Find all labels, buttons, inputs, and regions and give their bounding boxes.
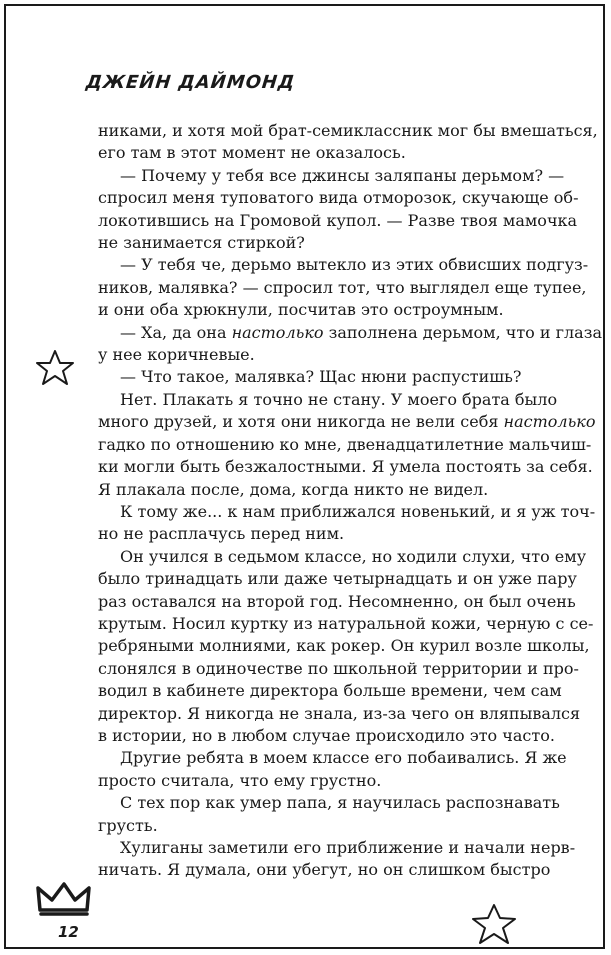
text-line: директор. Я никогда не знала, из-за чего он вляпывался	[98, 703, 581, 723]
text-line: ничать. Я думала, они убегут, но он слишком быстро	[98, 860, 551, 880]
text-line: ки могли быть безжалостными. Я умела постоять за себя.	[98, 457, 593, 477]
text-line: крутым. Носил куртку из натуральной кожи, черную с се-	[98, 613, 594, 633]
text-line: гадко по отношению ко мне, двенадцатилетние мальчиш-	[98, 434, 592, 454]
body-text	[98, 120, 602, 882]
text-line: в истории, но в любом случае происходило это часто.	[98, 725, 555, 745]
text-line: ребряными молниями, как рокер. Он курил возле школы,	[98, 636, 590, 656]
text-line: — Почему у тебя все джинсы заляпаны дерьмом? —	[120, 165, 565, 185]
emphasis: настолько	[231, 322, 324, 342]
text-line: К тому же... к нам приближался новенький, и я уж точ-	[120, 501, 596, 521]
text-line: много друзей, и хотя они никогда не вели себя настолько	[98, 412, 596, 432]
text-line: — У тебя че, дерьмо вытекло из этих обвисших подгуз-	[120, 255, 589, 275]
text-line: С тех пор как умер папа, я научилась распознавать	[120, 793, 560, 813]
text-line: локотившись на Громовой купол. — Разве твоя мамочка	[98, 210, 578, 230]
text-line: слонялся в одиночестве по школьной территории и про-	[98, 658, 579, 678]
text-line: не занимается стиркой?	[98, 233, 305, 253]
text-line: было тринадцать или даже четырнадцать и он уже пару	[98, 569, 577, 589]
page-number: 12	[58, 923, 79, 941]
text-line: водил в кабинете директора больше времени, чем сам	[98, 681, 562, 701]
text-line: спросил меня туповатого вида отморозок, скучающе об-	[98, 188, 579, 208]
text-line: — Ха, да она настолько заполнена дерьмом, что и глаза	[120, 322, 602, 342]
running-header-author: ДЖЕЙН ДАЙМОНД	[84, 72, 297, 93]
text-line: Я плакала после, дома, когда никто не видел.	[98, 479, 489, 499]
text-line: — Что такое, малявка? Щас нюни распустишь?	[120, 367, 522, 387]
text-line: Нет. Плакать я точно не стану. У моего брата было	[120, 389, 558, 409]
text-line: просто считала, что ему грустно.	[98, 770, 382, 790]
text-line: его там в этот момент не оказалось.	[98, 143, 406, 163]
crown-icon	[34, 880, 94, 918]
text-line: Хулиганы заметили его приближение и начали нерв-	[120, 838, 576, 857]
text-line: грусть.	[98, 815, 158, 835]
text-line: раз оставался на второй год. Несомненно, он был очень	[98, 591, 576, 611]
text-line: но не расплачусь перед ним.	[98, 524, 345, 544]
text-line: ников, малявка? — спросил тот, что выглядел еще тупее,	[98, 277, 587, 297]
text-line: и они оба хрюкнули, посчитав это остроумным.	[98, 300, 504, 320]
text-line: у нее коричневые.	[98, 345, 255, 365]
text-line: никами, и хотя мой брат-семиклассник мог бы вмешаться,	[98, 121, 598, 140]
star-icon	[34, 348, 76, 388]
emphasis: настолько	[503, 412, 596, 432]
text-line: Он учился в седьмом классе, но ходили слухи, что ему	[120, 546, 587, 566]
star-icon	[470, 902, 518, 946]
text-line: Другие ребята в моем классе его побаивались. Я же	[120, 748, 567, 768]
